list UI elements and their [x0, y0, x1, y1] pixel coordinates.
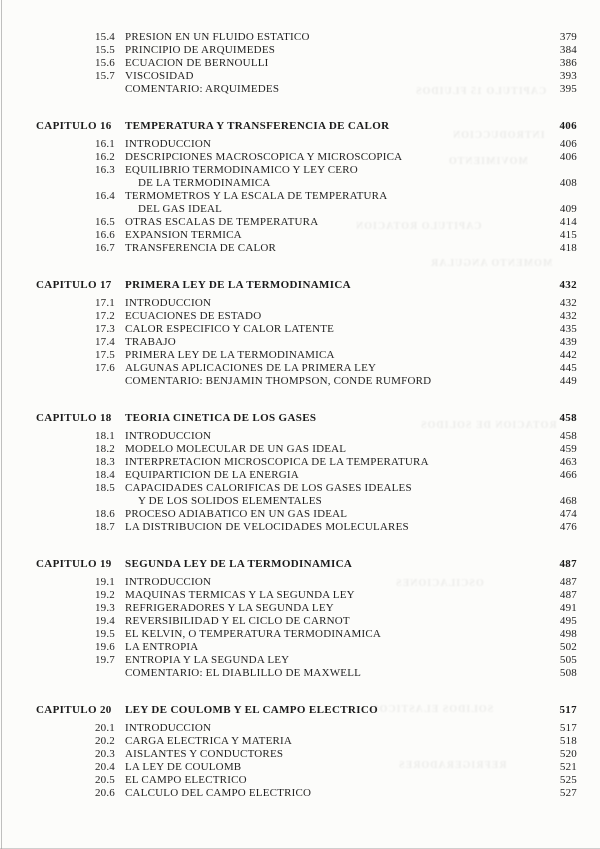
column-gap	[115, 667, 125, 680]
toc-row	[36, 164, 577, 177]
toc-row	[36, 375, 577, 388]
toc-row	[36, 615, 577, 628]
toc-row	[36, 748, 577, 761]
column-gap	[115, 177, 125, 190]
chapter-page-number: 432	[559, 279, 577, 291]
chapter-title: SEGUNDA LEY DE LA TERMODINAMICA	[125, 558, 353, 570]
toc-row	[36, 203, 577, 216]
page-number: 498	[559, 628, 577, 640]
section-title: CALCULO DEL CAMPO ELECTRICO	[125, 787, 312, 799]
column-gap	[115, 31, 125, 44]
toc-row	[36, 323, 577, 336]
section-title: LA ENTROPIA	[125, 641, 199, 653]
toc-row	[36, 576, 577, 589]
bleed-through-artifact: MOMENTO ANGULAR	[430, 258, 553, 269]
section-title: EL KELVIN, O TEMPERATURA TERMODINAMICA	[125, 628, 382, 640]
section-title: PRINCIPIO DE ARQUIMEDES	[125, 44, 276, 56]
toc-row	[36, 508, 577, 521]
toc-row	[36, 70, 577, 83]
section-number: 16.3	[94, 164, 115, 176]
page-number: 449	[559, 375, 577, 387]
toc-row	[36, 349, 577, 362]
page-number: 408	[559, 177, 577, 189]
section-number: 17.1	[94, 297, 115, 309]
column-gap	[115, 722, 125, 735]
column-gap	[115, 456, 125, 469]
section-number: 20.2	[94, 735, 115, 747]
column-gap	[115, 164, 125, 177]
page-number: 386	[559, 57, 577, 69]
page-number: 525	[559, 774, 577, 786]
section-title: INTRODUCCION	[125, 138, 212, 150]
chapter-page-number: 458	[559, 412, 577, 424]
toc-row	[36, 297, 577, 310]
page-number: 463	[559, 456, 577, 468]
section-number: 17.4	[94, 336, 115, 348]
section-title: VISCOSIDAD	[125, 70, 194, 82]
section-number: 18.1	[94, 430, 115, 442]
bleed-through-artifact: CAPITULO 15 FLUIDOS	[415, 86, 547, 97]
chapter-block	[36, 279, 577, 388]
chapter-heading	[36, 120, 577, 133]
page-number: 520	[559, 748, 577, 760]
section-title: CARGA ELECTRICA Y MATERIA	[125, 735, 293, 747]
toc-row	[36, 216, 577, 229]
page-number: 517	[559, 722, 577, 734]
column-gap	[115, 323, 125, 336]
toc-row	[36, 57, 577, 70]
section-title: ALGUNAS APLICACIONES DE LA PRIMERA LEY	[125, 362, 377, 374]
toc-row	[36, 443, 577, 456]
page-number: 418	[559, 242, 577, 254]
page-number: 445	[559, 362, 577, 374]
column-gap	[115, 44, 125, 57]
column-gap	[115, 349, 125, 362]
section-number: 18.6	[94, 508, 115, 520]
chapter-label: CAPITULO 17	[36, 279, 112, 291]
page-number: 487	[559, 589, 577, 601]
section-number: 16.2	[94, 151, 115, 163]
chapter-page-number: 517	[559, 704, 577, 716]
chapter-rows	[36, 138, 577, 255]
toc-row	[36, 602, 577, 615]
chapter-label: CAPITULO 18	[36, 412, 112, 424]
column-gap	[115, 615, 125, 628]
section-number: 16.4	[94, 190, 115, 202]
page-number: 439	[559, 336, 577, 348]
page-number: 393	[559, 70, 577, 82]
chapter-rows	[36, 430, 577, 534]
page-number: 521	[559, 761, 577, 773]
column-gap	[115, 602, 125, 615]
section-title: ENTROPIA Y LA SEGUNDA LEY	[125, 654, 290, 666]
toc-row	[36, 151, 577, 164]
column-gap	[115, 310, 125, 323]
column-gap	[115, 229, 125, 242]
column-gap	[115, 443, 125, 456]
section-title: Y DE LOS SOLIDOS ELEMENTALES	[138, 495, 322, 507]
toc-row	[36, 761, 577, 774]
bleed-through-artifact: SOLIDOS ELASTICOS	[372, 704, 494, 715]
page-number: 409	[559, 203, 577, 215]
toc-row	[36, 430, 577, 443]
page-number: 415	[559, 229, 577, 241]
column-gap	[115, 641, 125, 654]
section-title: REVERSIBILIDAD Y EL CICLO DE CARNOT	[125, 615, 350, 627]
toc-row	[36, 521, 577, 534]
page-number: 458	[559, 430, 577, 442]
column-gap	[115, 83, 125, 96]
column-gap	[115, 482, 125, 495]
section-number: 18.3	[94, 456, 115, 468]
column-gap	[115, 138, 125, 151]
page-number: 474	[559, 508, 577, 520]
chapter-15-continuation	[36, 31, 577, 96]
section-title: PRESION EN UN FLUIDO ESTATICO	[125, 31, 310, 43]
chapter-rows	[36, 722, 577, 800]
section-title: LA LEY DE COULOMB	[125, 761, 242, 773]
page-number	[539, 482, 577, 495]
toc-row	[36, 735, 577, 748]
page-number: 491	[559, 602, 577, 614]
section-number: 20.4	[94, 761, 115, 773]
column-gap	[115, 57, 125, 70]
column-gap	[115, 654, 125, 667]
page-number: 495	[559, 615, 577, 627]
section-title: OTRAS ESCALAS DE TEMPERATURA	[125, 216, 319, 228]
chapter-label: CAPITULO 20	[36, 704, 112, 716]
section-title: EQUIPARTICION DE LA ENERGIA	[125, 469, 299, 481]
page-number: 518	[559, 735, 577, 747]
chapter-rows	[36, 297, 577, 388]
bleed-through-artifact: OSCILACIONES	[395, 578, 484, 589]
page-number: 406	[559, 151, 577, 163]
section-number: 19.6	[94, 641, 115, 653]
section-number	[36, 667, 115, 680]
column-gap	[115, 151, 125, 164]
section-number: 19.2	[94, 589, 115, 601]
page-number	[539, 164, 577, 177]
section-title: TRABAJO	[125, 336, 176, 348]
section-title: LA DISTRIBUCION DE VELOCIDADES MOLECULARES	[125, 521, 409, 533]
column-gap	[115, 216, 125, 229]
section-number: 16.5	[94, 216, 115, 228]
chapter-block	[36, 558, 577, 680]
section-number: 19.7	[94, 654, 115, 666]
section-number: 20.1	[94, 722, 115, 734]
section-title: MAQUINAS TERMICAS Y LA SEGUNDA LEY	[125, 589, 355, 601]
section-number: 18.4	[94, 469, 115, 481]
page-edge-left	[1, 0, 2, 849]
toc-row	[36, 31, 577, 44]
page-number: 442	[559, 349, 577, 361]
toc-row	[36, 787, 577, 800]
column-gap	[115, 576, 125, 589]
column-gap	[115, 297, 125, 310]
chapter-block	[36, 412, 577, 534]
toc-row	[36, 589, 577, 602]
chapter-page-number: 487	[559, 558, 577, 570]
toc-row	[36, 83, 577, 96]
section-number	[36, 177, 115, 190]
chapter-label: CAPITULO 16	[36, 120, 112, 132]
toc-row	[36, 190, 577, 203]
chapter-title: TEMPERATURA Y TRANSFERENCIA DE CALOR	[125, 120, 390, 132]
section-number: 18.2	[94, 443, 115, 455]
toc-row	[36, 310, 577, 323]
section-number: 20.3	[94, 748, 115, 760]
section-number: 20.6	[94, 787, 115, 799]
page-number: 468	[559, 495, 577, 507]
section-number	[36, 495, 115, 508]
section-title: COMENTARIO: BENJAMIN THOMPSON, CONDE RUMFORD	[125, 375, 432, 387]
section-number: 18.7	[94, 521, 115, 533]
page-number: 379	[559, 31, 577, 43]
page-number: 487	[559, 576, 577, 588]
page-number: 384	[559, 44, 577, 56]
section-title: COMENTARIO: ARQUIMEDES	[125, 83, 280, 95]
chapter-title: LEY DE COULOMB Y EL CAMPO ELECTRICO	[125, 704, 379, 716]
toc-row	[36, 482, 577, 495]
section-title: EQUILIBRIO TERMODINAMICO Y LEY CERO	[125, 164, 358, 176]
section-title: EXPANSION TERMICA	[125, 229, 242, 241]
column-gap	[115, 508, 125, 521]
toc-row	[36, 495, 577, 508]
chapter-block	[36, 120, 577, 255]
toc-row	[36, 654, 577, 667]
section-number	[36, 375, 115, 388]
toc-row	[36, 177, 577, 190]
chapter-block	[36, 704, 577, 800]
section-number: 15.4	[94, 31, 115, 43]
section-title: ECUACIONES DE ESTADO	[125, 310, 262, 322]
chapter-heading	[36, 412, 577, 425]
section-title: DE LA TERMODINAMICA	[138, 177, 271, 189]
column-gap	[115, 469, 125, 482]
section-title: INTRODUCCION	[125, 297, 212, 309]
toc-row	[36, 362, 577, 375]
section-number: 18.5	[94, 482, 115, 494]
page-number: 476	[559, 521, 577, 533]
chapter-list	[36, 120, 577, 800]
section-title: REFRIGERADORES Y LA SEGUNDA LEY	[125, 602, 334, 614]
column-gap	[115, 70, 125, 83]
section-title: ECUACION DE BERNOULLI	[125, 57, 269, 69]
toc-row	[36, 641, 577, 654]
page-number: 406	[559, 138, 577, 150]
bleed-through-artifact: ROTACION DE SOLIDOS	[420, 420, 557, 431]
chapter-title: TEORIA CINETICA DE LOS GASES	[125, 412, 317, 424]
section-title: MODELO MOLECULAR DE UN GAS IDEAL	[125, 443, 347, 455]
column-gap	[115, 495, 125, 508]
column-gap	[115, 761, 125, 774]
section-number: 17.3	[94, 323, 115, 335]
column-gap	[115, 203, 125, 216]
section-number	[36, 83, 115, 96]
page-number: 502	[559, 641, 577, 653]
page-number: 395	[559, 83, 577, 95]
toc-row	[36, 469, 577, 482]
section-number: 17.6	[94, 362, 115, 374]
page-number: 414	[559, 216, 577, 228]
column-gap	[115, 628, 125, 641]
section-number: 19.4	[94, 615, 115, 627]
section-title: PROCESO ADIABATICO EN UN GAS IDEAL	[125, 508, 348, 520]
page-number	[539, 190, 577, 203]
chapter-title: PRIMERA LEY DE LA TERMODINAMICA	[125, 279, 351, 291]
column-gap	[115, 190, 125, 203]
page-number: 466	[559, 469, 577, 481]
chapter-heading	[36, 279, 577, 292]
column-gap	[115, 774, 125, 787]
section-title: INTRODUCCION	[125, 576, 212, 588]
bleed-through-artifact: REFRIGERADORES	[398, 760, 507, 771]
column-gap	[115, 589, 125, 602]
page-number: 432	[559, 310, 577, 322]
page-number: 505	[559, 654, 577, 666]
column-gap	[115, 748, 125, 761]
page-number: 508	[559, 667, 577, 679]
page-number: 527	[559, 787, 577, 799]
section-number: 20.5	[94, 774, 115, 786]
chapter-heading	[36, 558, 577, 571]
page-number: 432	[559, 297, 577, 309]
bleed-through-artifact: INTRODUCCION	[452, 130, 545, 141]
section-title: PRIMERA LEY DE LA TERMODINAMICA	[125, 349, 335, 361]
section-number: 17.5	[94, 349, 115, 361]
bleed-through-artifact: MOVIMIENTO	[448, 156, 528, 167]
section-title: CAPACIDADES CALORIFICAS DE LOS GASES IDEALES	[125, 482, 412, 494]
section-number: 16.6	[94, 229, 115, 241]
toc-row	[36, 628, 577, 641]
section-title: CALOR ESPECIFICO Y CALOR LATENTE	[125, 323, 335, 335]
section-number	[36, 203, 115, 216]
column-gap	[115, 242, 125, 255]
column-gap	[115, 375, 125, 388]
section-title: INTRODUCCION	[125, 722, 212, 734]
toc-row	[36, 456, 577, 469]
chapter-label: CAPITULO 19	[36, 558, 112, 570]
toc-row	[36, 44, 577, 57]
column-gap	[115, 362, 125, 375]
toc-row	[36, 667, 577, 680]
section-number: 19.3	[94, 602, 115, 614]
toc-row	[36, 722, 577, 735]
section-number: 19.1	[94, 576, 115, 588]
section-title: INTRODUCCION	[125, 430, 212, 442]
toc-row	[36, 336, 577, 349]
section-number: 17.2	[94, 310, 115, 322]
section-number: 19.5	[94, 628, 115, 640]
chapter-page-number: 406	[559, 120, 577, 132]
section-number: 15.6	[94, 57, 115, 69]
column-gap	[115, 336, 125, 349]
column-gap	[115, 735, 125, 748]
section-number: 15.7	[94, 70, 115, 82]
bleed-through-artifact: CAPITULO ROTACION	[355, 221, 482, 232]
section-title: TERMOMETROS Y LA ESCALA DE TEMPERATURA	[125, 190, 388, 202]
chapter-heading	[36, 704, 577, 717]
page-number: 435	[559, 323, 577, 335]
column-gap	[115, 430, 125, 443]
toc-row	[36, 774, 577, 787]
section-title: EL CAMPO ELECTRICO	[125, 774, 247, 786]
section-number: 15.5	[94, 44, 115, 56]
section-title: DEL GAS IDEAL	[138, 203, 223, 215]
section-title: INTERPRETACION MICROSCOPICA DE LA TEMPERATURA	[125, 456, 429, 468]
section-title: TRANSFERENCIA DE CALOR	[125, 242, 277, 254]
toc-row	[36, 229, 577, 242]
toc-row	[36, 242, 577, 255]
section-title: AISLANTES Y CONDUCTORES	[125, 748, 284, 760]
section-title: DESCRIPCIONES MACROSCOPICA Y MICROSCOPICA	[125, 151, 403, 163]
page-number: 459	[559, 443, 577, 455]
section-number: 16.1	[94, 138, 115, 150]
toc-row	[36, 138, 577, 151]
section-title: COMENTARIO: EL DIABLILLO DE MAXWELL	[125, 667, 362, 679]
column-gap	[115, 521, 125, 534]
section-number: 16.7	[94, 242, 115, 254]
column-gap	[115, 787, 125, 800]
chapter-rows	[36, 576, 577, 680]
